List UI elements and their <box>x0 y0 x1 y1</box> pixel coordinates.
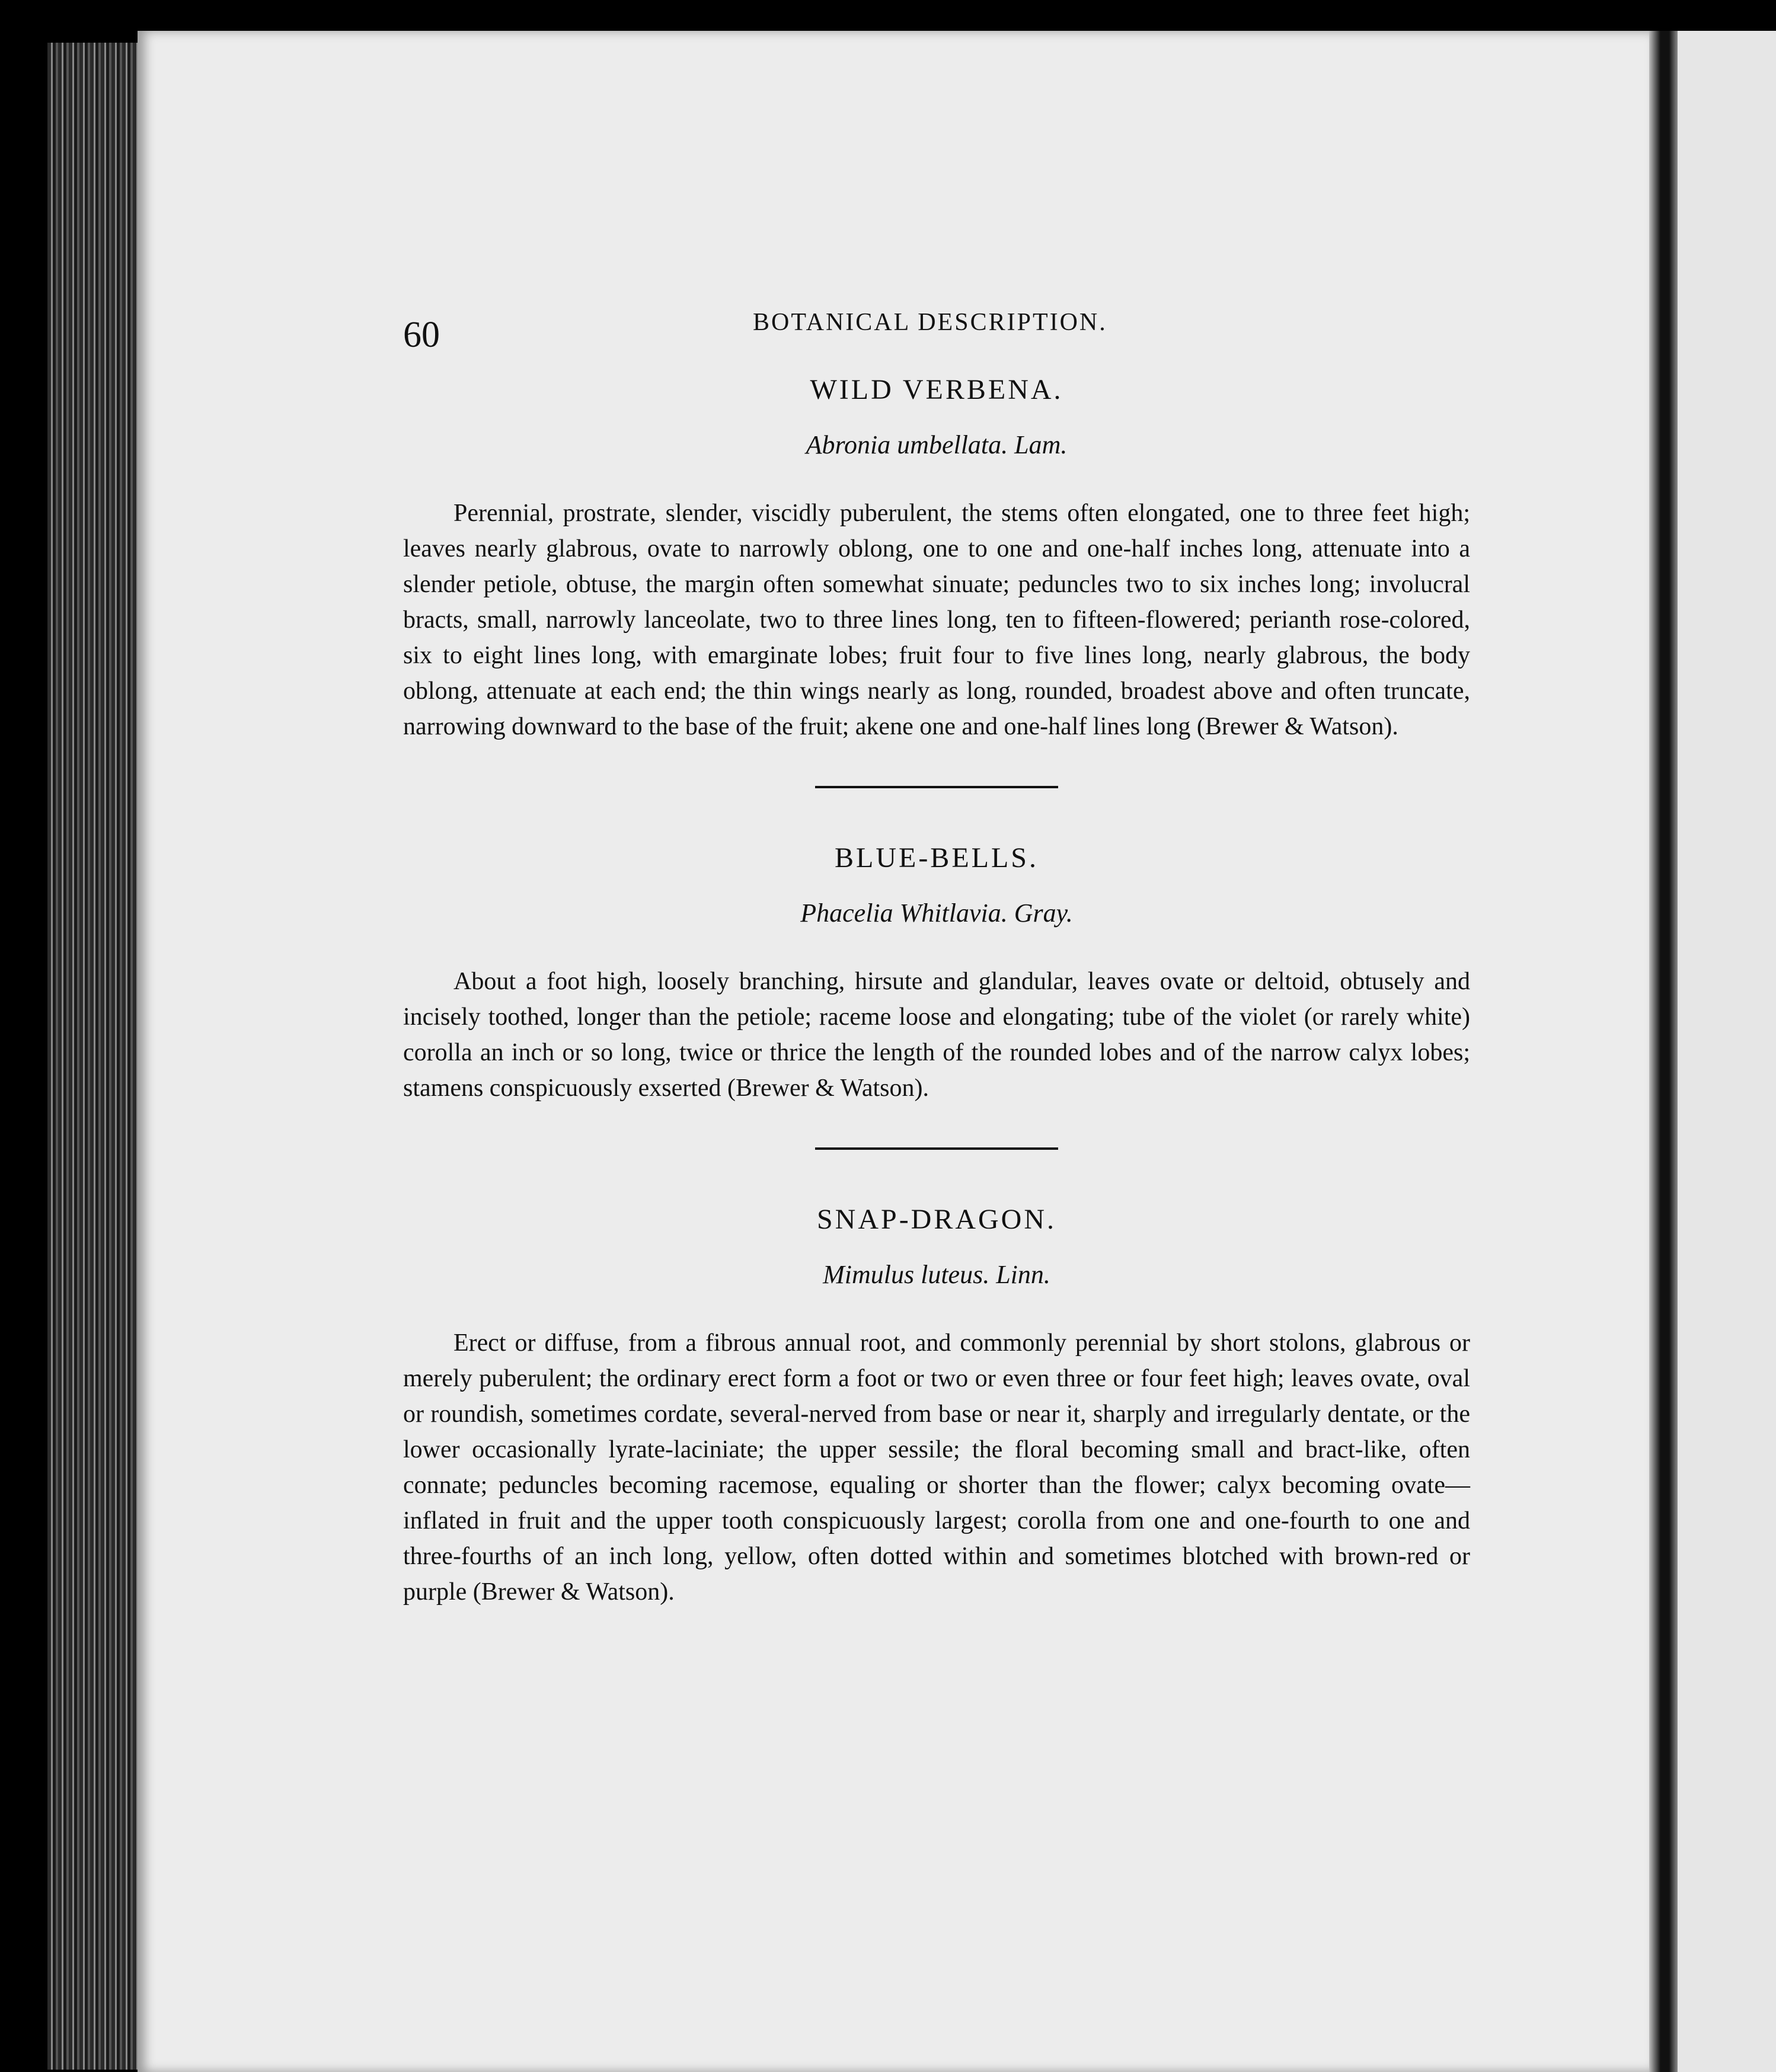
section-blue-bells <box>403 842 1470 1106</box>
section-latin-name: Mimulus luteus. Linn. <box>823 1260 1050 1289</box>
facing-page-edge <box>1678 31 1776 2072</box>
book-gutter <box>1649 31 1678 2072</box>
page-header <box>403 296 1470 367</box>
section-divider <box>815 786 1058 788</box>
section-latin-name: Abronia umbellata. Lam. <box>806 430 1068 459</box>
section-snap-dragon <box>403 1203 1470 1610</box>
page-number: 60 <box>403 315 440 355</box>
section-title: BLUE-BELLS. <box>835 842 1039 874</box>
section-wild-verbena <box>403 373 1470 744</box>
book-page-edges <box>47 43 148 2070</box>
section-title: WILD VERBENA. <box>810 374 1063 405</box>
section-title: SNAP-DRAGON. <box>816 1204 1057 1235</box>
section-body: About a foot high, loosely branching, hirsute and glandular, leaves ovate or deltoid, obtusely and incisely toothed, longer than the petiole; raceme loose and elongating; tube of the violet (or rarely white) corolla an inch or so long, twice or thrice the length of the rounded lobes and of the narrow calyx lobes; stamens conspicuously exserted (Brewer & Watson). <box>403 968 1470 1102</box>
section-divider <box>815 1147 1058 1150</box>
page-content <box>403 296 1470 1610</box>
section-latin-name: Phacelia Whitlavia. Gray. <box>800 898 1073 928</box>
section-body: Erect or diffuse, from a fibrous annual root, and commonly perennial by short stolons, glabrous or merely puberulent; the ordinary erect form a foot or two or even three or four feet high; leaves ovate, oval or roundish, sometimes cordate, several-nerved from base or near it, sharply and irregularly dentate, or the lower occasionally lyrate-laciniate; the upper sessile; the floral becoming small and bract-like, often connate; peduncles becoming racemose, equaling or shorter than the flower; calyx becoming ovate—inflated in fruit and the upper tooth conspicuously largest; corolla from one and one-fourth to one and three-fourths of an inch long, yellow, often dotted within and sometimes blotched with brown-red or purple (Brewer & Watson). <box>403 1329 1470 1606</box>
running-head: BOTANICAL DESCRIPTION. <box>753 309 1107 336</box>
section-body: Perennial, prostrate, slender, viscidly puberulent, the stems often elongated, one to three feet high; leaves nearly glabrous, ovate to narrowly oblong, one to one and one-half inches long, attenuate into a slender petiole, obtuse, the margin often somewhat sinuate; peduncles two to six inches long; involucral bracts, small, narrowly lanceolate, two to three lines long, ten to fifteen-flowered; perianth rose-colored, six to eight lines long, with emarginate lobes; fruit four to five lines long, nearly glabrous, the body oblong, attenuate at each end; the thin wings nearly as long, rounded, broadest above and often truncate, narrowing downward to the base of the fruit; akene one and one-half lines long (Brewer & Watson). <box>403 500 1470 740</box>
